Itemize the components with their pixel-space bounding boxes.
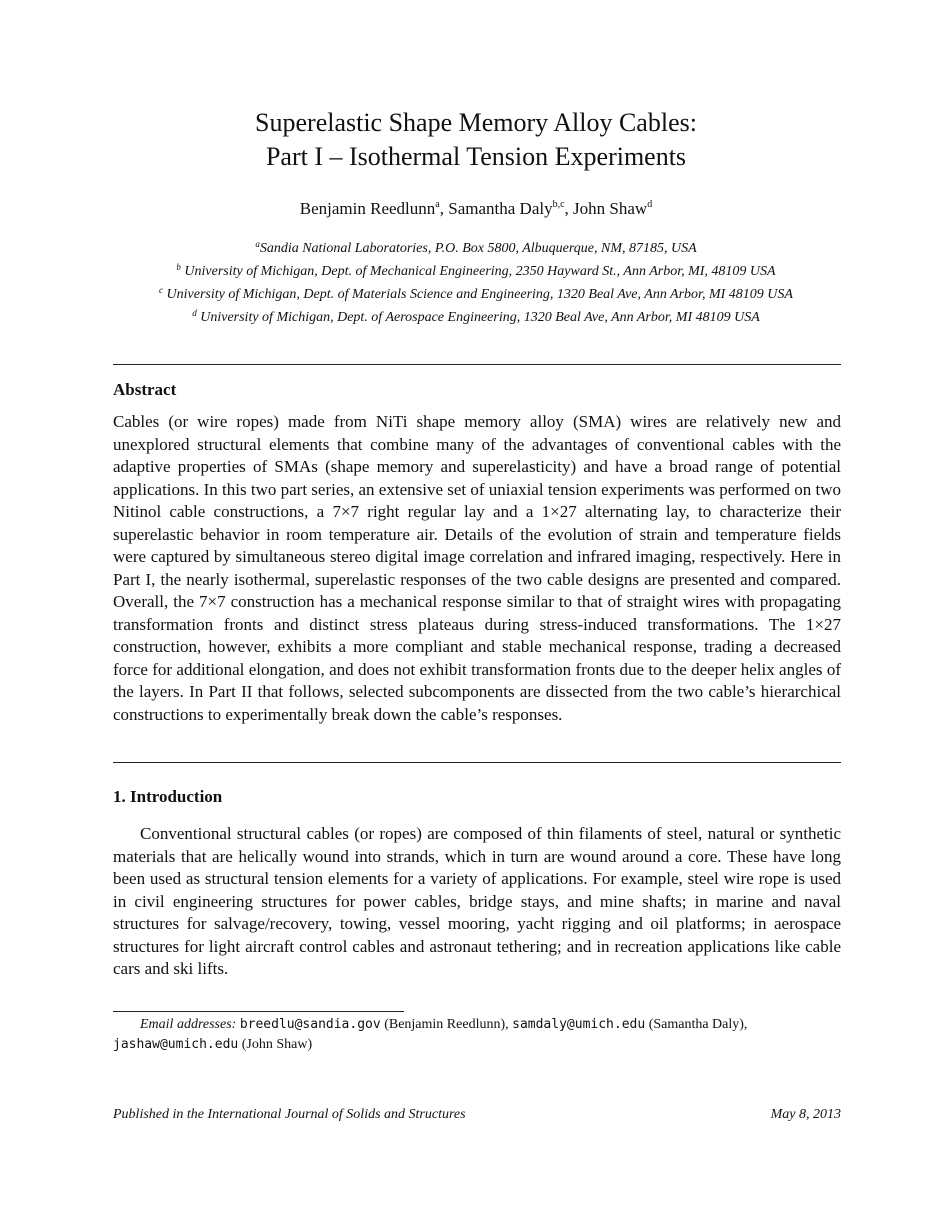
paper-title	[0, 106, 952, 174]
email-link[interactable]: breedlu@sandia.gov	[239, 1017, 381, 1032]
section-heading-introduction: 1. Introduction	[113, 787, 223, 806]
email-link[interactable]: jashaw@umich.edu	[113, 1037, 239, 1052]
author-name: Samantha Daly	[448, 199, 553, 218]
title-line-2: Part I – Isothermal Tension Experiments	[265, 142, 687, 171]
author-name: John Shaw	[573, 199, 648, 218]
affil-text: University of Michigan, Dept. of Mechanical Engineering, 2350 Hayward St., Ann Arbor, MI, 48109 USA	[184, 264, 776, 279]
email-link[interactable]: samdaly@umich.edu	[512, 1017, 646, 1032]
abstract-bottom-rule	[113, 762, 841, 763]
affil-mark: b	[176, 262, 181, 272]
abstract-heading: Abstract	[113, 380, 177, 399]
affil-mark: d	[192, 308, 197, 318]
introduction-paragraph: Conventional structural cables (or ropes) are composed of thin filaments of steel, natural or synthetic materials that are helically wound into strands, which in turn are wound around a core. These have long been used as structural tension elements for a variety of applications. For example, steel wire rope is used in civil engineering structures for power cables, bridge stays, and mine shafts; in marine and naval structures for salvage/recovery, towing, vessel mooring, yacht rigging and oil platforms; in aerospace structures for light aircraft control cables and astronaut tethering; and in recreation applications like cable cars and ski lifts.	[113, 824, 841, 978]
author-name: Benjamin Reedlunn	[299, 199, 436, 218]
affiliation-line	[0, 258, 952, 281]
email-owner: (Benjamin Reedlunn),	[384, 1017, 509, 1032]
affiliation-list	[0, 235, 952, 327]
abstract-top-rule	[113, 364, 841, 365]
date-footer: May 8, 2013	[770, 1107, 841, 1122]
email-owner: (John Shaw)	[241, 1037, 313, 1052]
footnote-rule	[113, 1011, 404, 1012]
author-list: Benjamin Reedlunn$^a$, Samantha Daly$^{b,c}$, John Shaw$^d$	[299, 199, 653, 218]
author-affil-mark: a	[435, 199, 440, 210]
affil-mark: c	[159, 285, 164, 295]
affil-text: University of Michigan, Dept. of Aerospace Engineering, 1320 Beal Ave, Ann Arbor, MI 48109 USA	[200, 310, 760, 325]
title-line-1: Superelastic Shape Memory Alloy Cables:	[255, 108, 697, 137]
author-affil-mark: b,c	[552, 199, 565, 210]
affil-mark: a	[255, 239, 260, 249]
affiliation-line	[0, 304, 952, 327]
affil-text: Sandia National Laboratories, P.O. Box 5800, Albuquerque, NM, 87185, USA	[259, 241, 697, 256]
journal-footer: Published in the International Journal of Solids and Structures	[113, 1107, 466, 1122]
abstract-text: Cables (or wire ropes) made from NiTi shape memory alloy (SMA) wires are relatively new and unexplored structural elements that combine many of the advantages of conventional cables with the adaptive properties of SMAs (shape memory and superelasticity) and have a broad range of potential applications. In this two part series, an extensive set of uniaxial tension experiments was performed on two Nitinol cable constructions, a 7×7 right regular lay and a 1×27 alternating lay, to characterize their superelastic behavior in room temperature air. Details of the evolution of strain and temperature fields were captured by simultaneous stereo digital image correlation and infrared imaging, respectively. Here in Part I, the nearly isothermal, superelastic responses of the two cable designs are presented and compared. Overall, the 7×7 construction has a mechanical response similar to that of straight wires with propagating transformation fronts and distinct stress plateaus during stress-induced transformations. The 1×27 construction, however, exhibits a more compliant and stable mechanical response, trading a decreased force for additional elongation, and does not exhibit transformation fronts due to the deeper helix angles of the layers. In Part II that follows, selected subcomponents are dissected from the two cable’s hierarchical constructions to experimentally break down the cable’s responses.	[113, 412, 841, 724]
email-footnote	[113, 1015, 841, 1055]
footnote-label: Email addresses:	[140, 1017, 237, 1032]
affiliation-line	[0, 235, 952, 258]
email-owner: (Samantha Daly),	[648, 1017, 748, 1032]
author-affil-mark: d	[647, 199, 653, 210]
affil-text: University of Michigan, Dept. of Materials Science and Engineering, 1320 Beal Ave, Ann Arbor, MI 48109 USA	[166, 287, 793, 302]
affiliation-line	[0, 281, 952, 304]
